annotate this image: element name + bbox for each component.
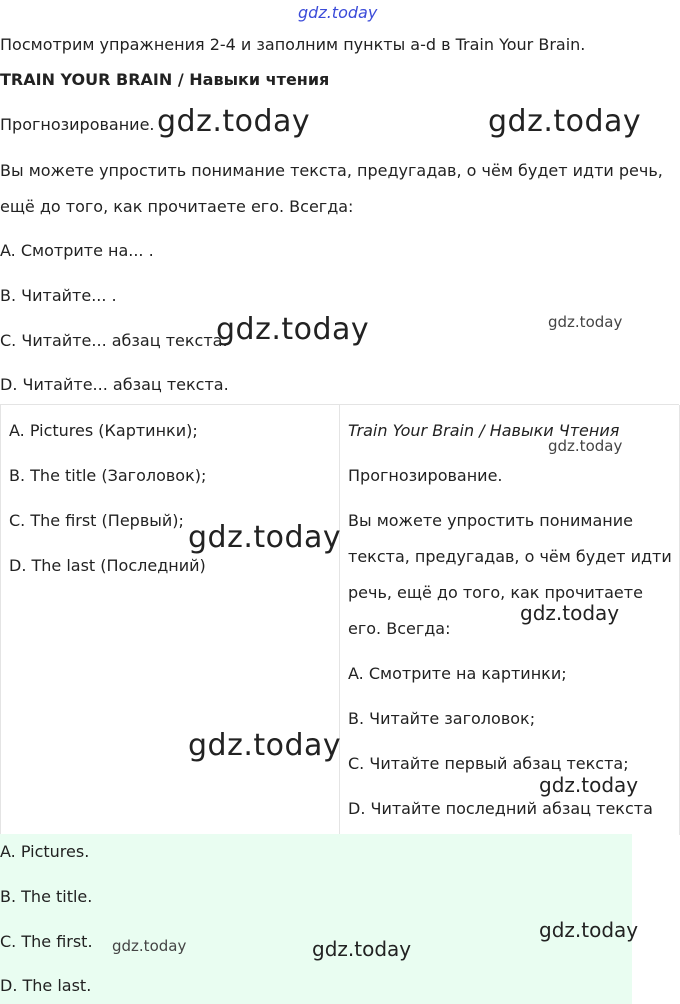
watermark: gdz.today xyxy=(188,728,342,763)
watermark: gdz.today xyxy=(539,918,639,942)
watermark: gdz.today xyxy=(157,104,311,139)
watermark-top: gdz.today xyxy=(298,3,378,22)
section-heading: TRAIN YOUR BRAIN / Навыки чтения xyxy=(0,70,330,89)
right-paragraph-line-2: текста, предугадав, о чём будет идти xyxy=(348,547,672,566)
table-column-left xyxy=(0,405,340,835)
watermark: gdz.today xyxy=(188,520,342,555)
instruction-text: Посмотрим упражнения 2-4 и заполним пункты a-d в Train Your Brain. xyxy=(0,35,586,54)
section-subheading: Прогнозирование. xyxy=(0,115,155,134)
translation-table xyxy=(0,404,679,835)
right-item-a: A. Смотрите на картинки; xyxy=(348,664,567,683)
watermark: gdz.today xyxy=(520,601,620,625)
left-item-d: D. The last (Последний) xyxy=(9,556,206,575)
answer-item-a: A. Pictures. xyxy=(0,842,90,861)
task-item-c: C. Читайте... абзац текста. xyxy=(0,331,228,350)
task-item-a: A. Смотрите на... . xyxy=(0,241,154,260)
right-item-c: C. Читайте первый абзац текста; xyxy=(348,754,629,773)
left-item-b: B. The title (Заголовок); xyxy=(9,466,207,485)
watermark: gdz.today xyxy=(488,104,642,139)
right-paragraph-line-1: Вы можете упростить понимание xyxy=(348,511,633,530)
right-subheading: Прогнозирование. xyxy=(348,466,503,485)
answer-item-c: C. The first. xyxy=(0,932,93,951)
task-item-d: D. Читайте... абзац текста. xyxy=(0,375,229,394)
answer-item-d: D. The last. xyxy=(0,976,92,995)
right-item-d: D. Читайте последний абзац текста xyxy=(348,799,653,818)
answer-block xyxy=(0,834,632,1004)
watermark: gdz.today xyxy=(312,937,412,961)
table-column-right xyxy=(339,405,680,835)
watermark: gdz.today xyxy=(548,437,623,455)
left-item-a: A. Pictures (Картинки); xyxy=(9,421,198,440)
watermark: gdz.today xyxy=(548,313,623,331)
right-paragraph-line-4: его. Всегда: xyxy=(348,619,451,638)
paragraph-line-2: ещё до того, как прочитаете его. Всегда: xyxy=(0,197,354,216)
right-item-b: B. Читайте заголовок; xyxy=(348,709,536,728)
left-item-c: C. The first (Первый); xyxy=(9,511,184,530)
watermark: gdz.today xyxy=(112,937,187,955)
answer-item-b: B. The title. xyxy=(0,887,93,906)
right-heading: Train Your Brain / Навыки Чтения xyxy=(348,421,620,440)
watermark: gdz.today xyxy=(539,773,639,797)
task-item-b: B. Читайте... . xyxy=(0,286,117,305)
right-paragraph-line-3: речь, ещё до того, как прочитаете xyxy=(348,583,643,602)
paragraph-line-1: Вы можете упростить понимание текста, предугадав, о чём будет идти речь, xyxy=(0,161,663,180)
watermark: gdz.today xyxy=(216,312,370,347)
